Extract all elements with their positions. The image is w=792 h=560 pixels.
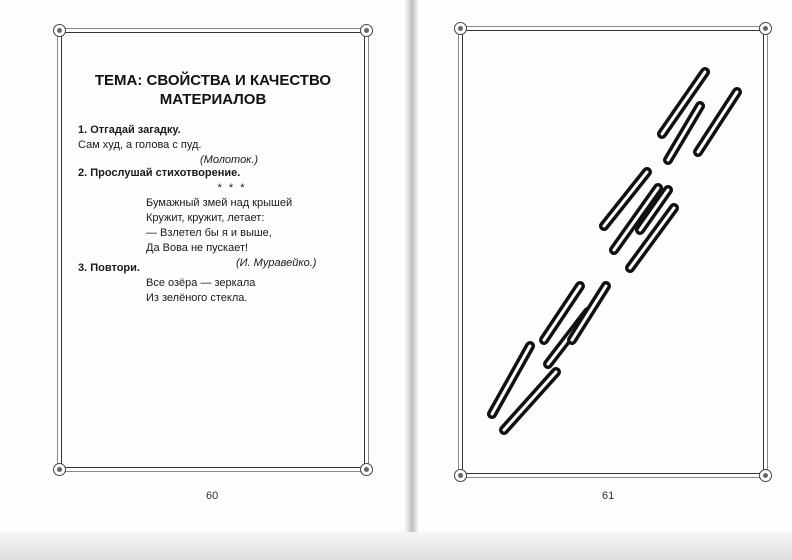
poem-line: — Взлетел бы я и выше, [146,227,272,239]
poem-line: Да Вова не пускает! [146,242,249,254]
book-gutter [404,0,418,560]
corner-ornament-icon [360,24,373,37]
corner-ornament-icon [53,24,66,37]
corner-ornament-icon [360,463,373,476]
section-repeat [78,261,358,306]
section-heading: 3. Повтори. [78,262,140,274]
left-page-frame [61,32,365,468]
poem-line: Бумажный змей над крышей [146,197,293,209]
riddle-text: Сам худ, а голова с пуд. [78,139,202,151]
corner-ornament-icon [53,463,66,476]
poem-author: (И. Муравейко.) [236,257,317,269]
right-page [410,0,792,560]
page-title-line: ТЕМА: СВОЙСТВА И КАЧЕСТВО [94,72,332,89]
poem-stars: * * * [217,182,247,194]
page-title-line: МАТЕРИАЛОВ [159,91,267,108]
section-heading: 2. Прослушай стихотворение. [78,167,241,179]
section-heading: 1. Отгадай загадку. [78,124,181,136]
page-bottom-shadow [0,532,792,560]
section-riddle [78,123,358,168]
section-poem [78,166,358,271]
page-number: 61 [602,490,615,502]
diagonal-stroke-pattern-icon [462,30,762,472]
poem-line: Кружит, кружит, летает: [146,212,265,224]
page-number: 60 [206,490,219,502]
stroke-mark [698,92,737,152]
repeat-line: Из зелёного стекла. [146,292,248,304]
riddle-answer: (Молоток.) [200,154,259,166]
repeat-line: Все озёра — зеркала [146,277,256,289]
page-title [62,71,364,109]
